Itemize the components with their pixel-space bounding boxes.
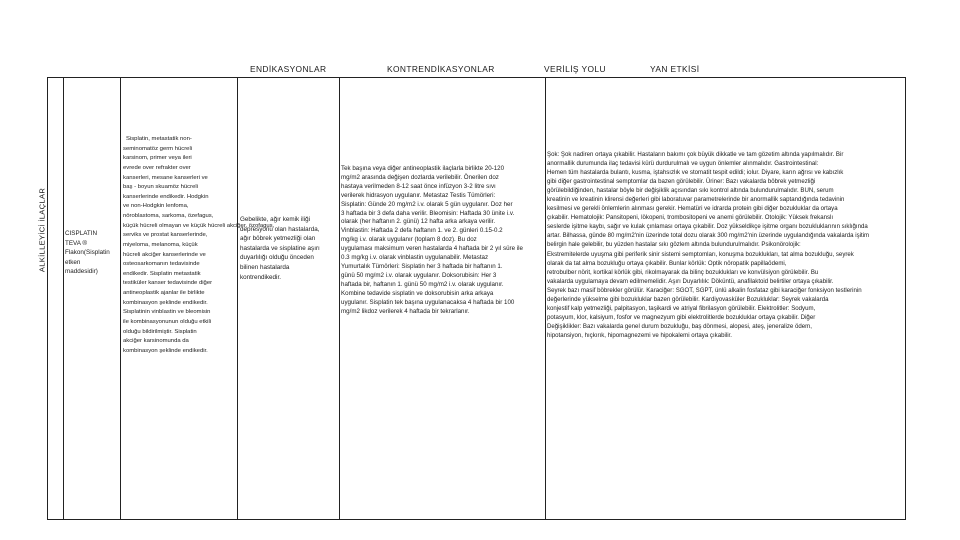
drug-line: maddesidir) — [65, 268, 98, 276]
route-line: verilerek hidrasyon uygulanır. Metastaz Testis Tümörleri: — [341, 191, 496, 199]
route-line: olarak (her haftanın 2. günü) 12 hafta arka arkaya verilir. — [341, 218, 496, 226]
indication-line: testiküler kanser tedavisinde diğer — [123, 280, 213, 287]
indication-line: ile kombinasyonunun olduğu etkili — [123, 318, 212, 325]
side-effect-line: retrobulber nörit, kortikal körlük gibi, rikolmayarak da bilinç bozuklukları ve konvülsiyon görülebilir. Bu — [547, 268, 819, 276]
side-effect-line: anormallik durumunda ilaç tedavisi kürü durdurulmalı ve uygun önlemler alınmalıdır. Gastrointestinal: — [547, 160, 819, 168]
contraindication-line: ağır böbrek yetmezliği olan — [240, 235, 316, 243]
indication-line: olduğu bildirilmiştir. Sisplatin — [123, 328, 197, 335]
indication-line: akciğer karsinomunda da — [123, 338, 189, 345]
drug-line: TEVA ® — [65, 239, 88, 247]
route-line: 0.3 mg/kg i.v. olarak vinblastin uygulanabilir. Metastaz — [341, 254, 489, 262]
indication-line: evrede over refrakter over — [123, 164, 191, 171]
route-line: mg/m2 arasında değişen dozlarda verilebilir. Önerilen doz — [341, 173, 499, 181]
contraindication-line: Gebelikte, ağır kemik iliği — [240, 216, 310, 223]
column-divider — [545, 77, 546, 520]
side-effect-line: vakalarda uygulamaya devam edilmemelidir. Aşırı Duyarlılık: Döküntü, anafilaktoid belirtiler ortaya çıkabilir. — [547, 277, 834, 285]
route-line: haftada bir, haftanın 1. günü 50 mg/m2 i.v. olarak uygulanır. — [341, 280, 504, 288]
contraindication-line: duyarlılığı olduğu önceden — [240, 254, 314, 262]
indication-line: kombinasyon şeklinde endikedir. — [123, 347, 208, 354]
indication-line: osteosarkomanın tedavisinde — [123, 261, 200, 268]
drug-line: Flakon(Sisplatin — [65, 249, 110, 257]
side-effect-line: kreatinin ve kreatinin klirensi değerleri gibi laboratuvar parametrelerinde bir anormallik saptandığında tedavinin — [547, 196, 845, 204]
route-line: Vinblastin: Haftada 2 defa haftanın 1. ve 2. günleri 0.15-0.2 — [341, 227, 503, 235]
side-effect-line: gibi diğer gastrointestinal semptomlar da bazen görülebilir. Üriner: Bazı vakalarda böbrek yetmezliği — [547, 178, 816, 186]
side-effect-line: değerlerinde yükselme gibi bozukluklar bazen görülebilir. Kardiyovasküler Bozukluklar: Seyrek vakalarda — [547, 295, 829, 303]
indication-line: kanserlerinde endikedir. Hodgkin — [123, 193, 209, 200]
side-effect-line: Ekstremitelerde uyuşma gibi periferik sinir sistemi semptomları, konuşma bozuklukları, tat alma bozukluğu, seyrek — [547, 250, 854, 258]
route-line: hastaya verilmeden 8-12 saat önce infüzyon 3-2 litre sıvı — [341, 182, 496, 190]
route-cell — [341, 165, 523, 316]
indication-line: seminomatöz germ hücreli — [123, 145, 193, 152]
side-effect-line: çıkabilir. Hematolojik: Pansitopeni, lökopeni, trombositopeni ve anemi görülebilir. Otolojik: Yüksek frekanslı — [547, 214, 834, 222]
route-line: mg/kg i.v. olarak uygulanır (toplam 8 doz). Bu doz — [341, 236, 477, 244]
route-line: Tek başına veya diğer antineoplastik ilaçlarla birlikte 20-120 — [341, 165, 505, 172]
drug-name-cell — [65, 229, 110, 277]
indication-line: serviks ve prostat kanserlerinde, — [123, 232, 208, 239]
indication-line: kombinasyon şeklinde endikedir. — [123, 299, 208, 306]
side-effect-line: potasyum, klor, kalsiyum, fosfor ve magnezyum gibi elektrolitlerde bozukluklar ortaya çıkabilir. Diğer — [547, 313, 816, 321]
route-line: Sisplatin: Günde 20 mg/m2 i.v. olarak 5 gün uygulanır. Doz her — [341, 200, 513, 208]
column-divider — [339, 77, 340, 520]
contraindication-line: hastalarda ve sisplatine aşırı — [240, 244, 320, 252]
indication-line: küçük hücreli olmayan ve küçük hücreli akciğer, özofagus, — [123, 222, 275, 229]
route-line: Yumurtalık Tümörleri: Sisplatin her 3 haftada bir haftanın 1. — [341, 262, 503, 270]
side-effect-line: konjestif kalp yetmezliği, palpitasyon, taşikardi ve atriyal fibrilasyon görülebilir. Elektrolitler: Sodyum, — [547, 304, 816, 312]
section-label: ALKİLLEYİCİ İLAÇLAR — [37, 187, 47, 273]
side-effect-line: kesilmesi ve gerekli önlemlerin alınması gerekir. Hematüri ve idrarda protein gibi diğer bozukluklar da ortaya — [547, 205, 838, 213]
header-route: VERİLİŞ YOLU — [544, 64, 606, 74]
column-divider — [120, 77, 121, 520]
route-line: günü 50 mg/m2 i.v. olarak uygulanır. Doksorubisin: Her 3 — [341, 271, 497, 279]
side-effect-line: görülebildiğinden, hastalar böyle bir değişiklik açısından sıkı kontrol altında bulundurulmalıdır. BUN, serum — [547, 187, 834, 195]
indication-line: antineoplastik ajanlar ile birlikte — [123, 290, 205, 296]
side-effect-line: hipotansiyon, hıçkırık, hipomagnezemi ve hipokalemi ortaya çıkabilir. — [547, 331, 732, 339]
drug-line: etken — [65, 258, 81, 266]
indication-line: hücreli akciğer kanserlerinde ve — [123, 251, 206, 258]
contraindication-line: bilinen hastalarda — [240, 263, 290, 271]
side-effect-line: Hemen tüm hastalarda bulantı, kusma, iştahsızlık ve stomatit tespit edildi; iolur. Diyare, karın ağrısı ve kabızlık — [547, 169, 844, 177]
header-contraindications: KONTRENDİKASYONLAR — [387, 64, 495, 74]
side-effect-line: Seyrek bazı masif böbrekler görülür. Karaciğer: SGOT, SGPT, ünlü alkalin fosfataz gibi karaciğer fonksiyon testlerinin — [547, 286, 862, 294]
indication-line: karsinom, primer veya ileri — [123, 155, 192, 162]
header-side-effects: YAN ETKİSİ — [650, 64, 700, 74]
side-effect-line: Değişiklikler: Bazı vakalarda genel durum bozukluğu, baş dönmesi, alopesi, ateş, jeneralize ödem, — [547, 322, 812, 330]
indication-line: endikedir. Sisplatin metastatik — [123, 270, 201, 277]
indication-line: Sisplatin, metastatik non- — [126, 136, 192, 142]
contraindications-cell — [240, 215, 320, 282]
indication-line: Sisplatinin vinblastin ve bleomisin — [123, 309, 211, 316]
route-line: uygulaması maksimum veren hastalarda 4 haftada bir 2 yıl süre ile — [341, 245, 523, 253]
side-effect-line: belirgin hale gelebilir, bu yüzden hastalar sıkı gözlem altında bulundurulmalıdır. Psikonörolojik: — [547, 241, 801, 249]
contraindication-line: kontrendikedir. — [240, 273, 281, 281]
contraindication-line: depresyonu olan hastalarda, — [240, 225, 320, 233]
route-line: uygulanır. Sisplatin tek başına uygulanacaksa 4 haftada bir 100 — [341, 298, 515, 306]
header-indications: ENDİKASYONLAR — [250, 64, 327, 74]
side-effect-line: olarak da tat alma bozukluğu ortaya çıkabilir. Bunlar körlük: Optik nöropatik papillaödemi, — [547, 259, 787, 267]
side-effects-cell — [547, 150, 869, 340]
indication-line: kanserleri, mesane kanserleri ve — [123, 174, 208, 181]
indication-line: miyeloma, melanoma, küçük — [123, 241, 198, 248]
route-line: Kombine tedavide sisplatin ve doksorubisin arka arkaya — [341, 289, 494, 297]
side-effect-line: Şok: Şok nadiren ortaya çıkabilir. Hastaların bakımı çok büyük dikkatle ve tam gözetim altında yapılmalıdır. Bir — [547, 151, 844, 158]
route-line: mg/m2 likdoz verilerek 4 haftada bir tekrarlanır. — [341, 307, 470, 315]
drug-line: CISPLATIN — [65, 230, 98, 237]
indication-line: ve non-Hodgkin lenfoma, — [123, 203, 189, 210]
indication-line: nöroblastoma, sarkoma, özefagus, — [123, 213, 214, 219]
side-effect-line: seslerde işitme kaybı, sağır ve kulak çınlaması ortaya çıkabilir. Doz yükseldikçe işitme organı bozukluklarının sıklığında — [547, 223, 868, 231]
column-divider — [63, 77, 64, 520]
route-line: 3 haftada bir 3 defa daha verilir. Bleomisin: Haftada 30 ünite i.v. — [341, 209, 515, 217]
indication-line: baş - boyun skuamöz hücreli — [123, 184, 198, 191]
side-effect-line: artar. Bilhassa, günde 80 mg/m2'nin üzerinde total dozu olarak 300 mg/m2'nin üzerinde uygulandığında vakalarda işitim — [547, 232, 870, 240]
